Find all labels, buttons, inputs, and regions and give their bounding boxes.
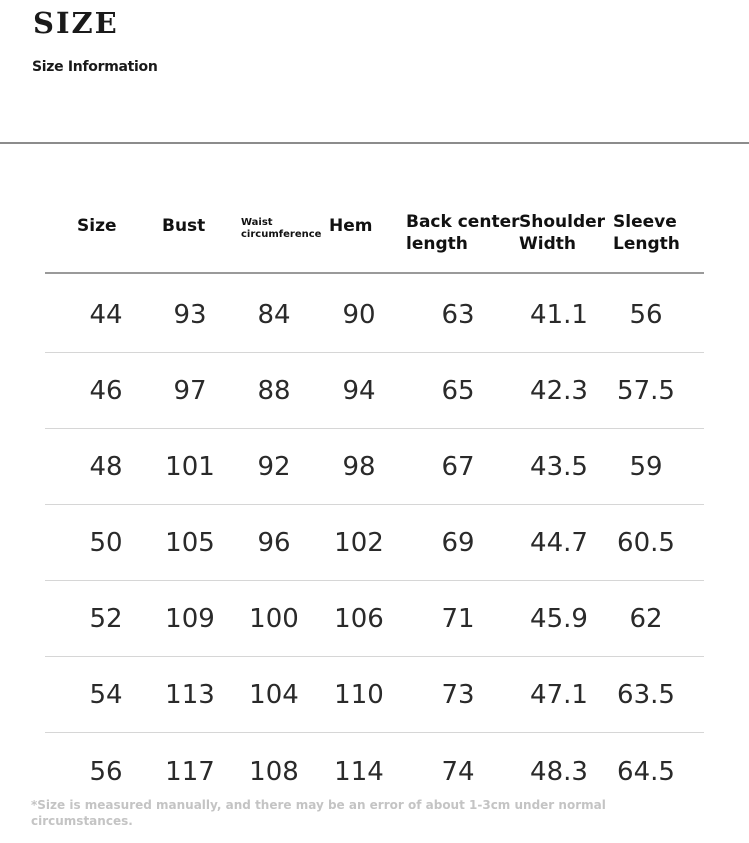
- cell-waist: 104: [249, 680, 299, 710]
- cell-waist: 84: [257, 300, 291, 330]
- cell-back-center-length: 65: [441, 376, 475, 406]
- header-label: Size: [77, 216, 117, 236]
- cell-shoulder-width: 43.5: [530, 452, 588, 482]
- header-label: Waist: [241, 217, 273, 228]
- cell-back-center-length: 63: [441, 300, 475, 330]
- cell-size: 54: [89, 680, 123, 710]
- cell-sleeve-length: 60.5: [617, 528, 675, 558]
- cell-waist: 108: [249, 757, 299, 787]
- cell-sleeve-length: 63.5: [617, 680, 675, 710]
- cell-size: 46: [89, 376, 123, 406]
- cell-bust: 97: [173, 376, 207, 406]
- cell-sleeve-length: 62: [629, 604, 663, 634]
- cell-hem: 110: [334, 680, 384, 710]
- cell-bust: 113: [165, 680, 215, 710]
- cell-size: 50: [89, 528, 123, 558]
- header-shoulder-width: [519, 211, 605, 255]
- header-label: length: [406, 234, 468, 254]
- page-title: SIZE: [33, 6, 119, 40]
- cell-shoulder-width: 45.9: [530, 604, 588, 634]
- cell-hem: 98: [342, 452, 376, 482]
- top-divider: [0, 142, 749, 144]
- header-label: Length: [613, 234, 680, 254]
- header-bust: [162, 215, 205, 237]
- table-row: [45, 353, 704, 429]
- page-subtitle: Size Information: [32, 59, 158, 75]
- cell-back-center-length: 67: [441, 452, 475, 482]
- cell-shoulder-width: 44.7: [530, 528, 588, 558]
- header-label: Shoulder: [519, 212, 606, 232]
- table-row: [45, 581, 704, 657]
- header-waist: [241, 217, 321, 241]
- table-row: [45, 505, 704, 581]
- cell-bust: 93: [173, 300, 207, 330]
- cell-shoulder-width: 41.1: [530, 300, 588, 330]
- cell-hem: 106: [334, 604, 384, 634]
- cell-hem: 94: [342, 376, 376, 406]
- header-label: circumference: [241, 229, 322, 240]
- cell-back-center-length: 74: [441, 757, 475, 787]
- cell-back-center-length: 69: [441, 528, 475, 558]
- header-label: Hem: [329, 216, 373, 236]
- cell-sleeve-length: 56: [629, 300, 663, 330]
- header-label: Width: [519, 234, 576, 254]
- measurement-note: *Size is measured manually, and there may be an error of about 1-3cm under normal circumstances.: [31, 798, 606, 828]
- header-divider: [45, 272, 704, 274]
- cell-waist: 100: [249, 604, 299, 634]
- cell-size: 52: [89, 604, 123, 634]
- header-hem: [329, 215, 372, 237]
- cell-bust: 101: [165, 452, 215, 482]
- header-label: Back center: [406, 212, 520, 232]
- cell-sleeve-length: 57.5: [617, 376, 675, 406]
- cell-size: 48: [89, 452, 123, 482]
- table-row: [45, 429, 704, 505]
- cell-bust: 117: [165, 757, 215, 787]
- cell-shoulder-width: 42.3: [530, 376, 588, 406]
- cell-waist: 88: [257, 376, 291, 406]
- cell-hem: 114: [334, 757, 384, 787]
- cell-hem: 102: [334, 528, 384, 558]
- cell-bust: 109: [165, 604, 215, 634]
- cell-waist: 92: [257, 452, 291, 482]
- cell-bust: 105: [165, 528, 215, 558]
- cell-back-center-length: 71: [441, 604, 475, 634]
- cell-sleeve-length: 59: [629, 452, 663, 482]
- header-back-center-length: [406, 211, 519, 255]
- header-label: Bust: [162, 216, 206, 236]
- cell-size: 44: [89, 300, 123, 330]
- table-row: [45, 277, 704, 353]
- cell-size: 56: [89, 757, 123, 787]
- cell-shoulder-width: 48.3: [530, 757, 588, 787]
- cell-back-center-length: 73: [441, 680, 475, 710]
- cell-waist: 96: [257, 528, 291, 558]
- header-sleeve-length: [613, 211, 680, 255]
- header-label: Sleeve: [613, 212, 677, 232]
- table-row: [45, 657, 704, 733]
- cell-shoulder-width: 47.1: [530, 680, 588, 710]
- header-size: [77, 215, 117, 237]
- cell-sleeve-length: 64.5: [617, 757, 675, 787]
- cell-hem: 90: [342, 300, 376, 330]
